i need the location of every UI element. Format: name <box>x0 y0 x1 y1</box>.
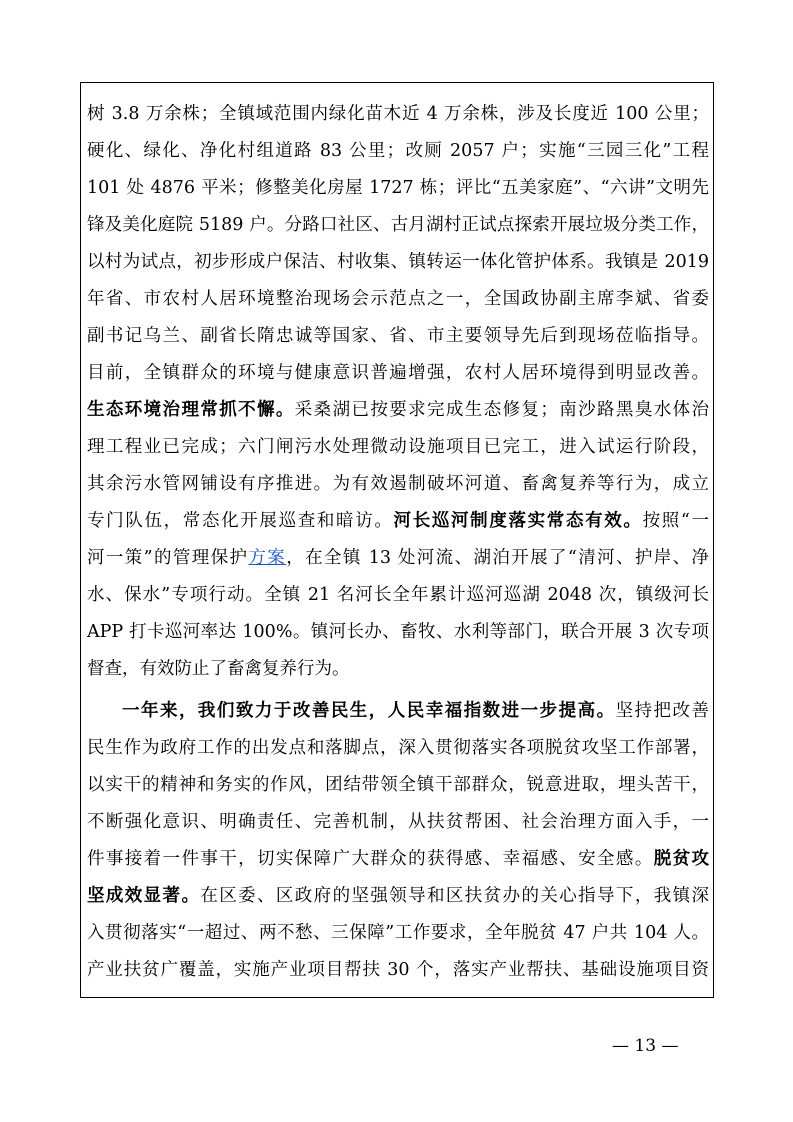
text-line: 水、保水”专项行动。全镇 21 名河长全年累计巡河巡湖 2048 次，镇级河长 <box>87 585 709 605</box>
text-line: 理工程业已完成；六门闸污水处理微动设施项目已完工，进入试运行阶段， <box>87 437 709 457</box>
text-line: 入贯彻落实“一超过、两不愁、三保障”工作要求，全年脱贫 47 户共 104 人。 <box>87 923 709 943</box>
text-line: 硬化、绿化、净化村组道路 83 公里；改厕 2057 户；实施“三园三化”工程 <box>87 141 709 161</box>
text-line: 专门队伍，常态化开展巡查和暗访。河长巡河制度落实常态有效。按照“一 <box>87 511 709 531</box>
text-line: 坚成效显著。在区委、区政府的坚强领导和区扶贫办的关心指导下，我镇深 <box>87 886 709 906</box>
text-line: 河一策”的管理保护方案，在全镇 13 处河流、湖泊开展了“清河、护岸、净 <box>87 548 709 568</box>
page-number: — 13 — <box>612 1036 679 1056</box>
text-line: 副书记乌兰、副省长隋忠诚等国家、省、市主要领导先后到现场莅临指导。 <box>87 326 709 346</box>
text-line: 以村为试点，初步形成户保洁、村收集、镇转运一体化管护体系。我镇是 2019 <box>87 252 709 272</box>
bold-heading: 河长巡河制度落实常态有效。 <box>393 511 643 531</box>
plan-link[interactable]: 方案 <box>248 548 287 568</box>
text-line: 其余污水管网铺设有序推进。为有效遏制破坏河道、畜禽复养等行为，成立 <box>87 474 709 494</box>
text-line: 目前，全镇群众的环境与健康意识普遍增强，农村人居环境得到明显改善。 <box>87 363 709 383</box>
bold-heading: 脱贫攻 <box>653 849 709 869</box>
text-line: 101 处 4876 平米；修整美化房屋 1727 栋；评比“五美家庭”、“六讲”文明先 <box>87 178 709 198</box>
text-line: 民生作为政府工作的出发点和落脚点，深入贯彻落实各项脱贫攻坚工作部署， <box>87 738 709 758</box>
bold-heading: 坚成效显著。 <box>87 886 201 906</box>
text-line: 件事接着一件事干，切实保障广大群众的获得感、幸福感、安全感。脱贫攻 <box>87 849 709 869</box>
text-line: 树 3.8 万余株；全镇域范围内绿化苗木近 4 万余株，涉及长度近 100 公里； <box>87 104 709 124</box>
document-body <box>87 96 709 989</box>
text-line: 年省、市农村人居环境整治现场会示范点之一，全国政协副主席李斌、省委 <box>87 289 709 309</box>
text-line: 产业扶贫广覆盖，实施产业项目帮扶 30 个，落实产业帮扶、基础设施项目资 <box>87 960 709 980</box>
text-line: 生态环境治理常抓不懈。采桑湖已按要求完成生态修复；南沙路黑臭水体治 <box>87 400 709 420</box>
bold-heading: 一年来，我们致力于改善民生，人民幸福指数进一步提高。 <box>122 701 616 721</box>
bold-heading: 生态环境治理常抓不懈。 <box>87 400 295 420</box>
text-line: APP 打卡巡河率达 100%。镇河长办、畜牧、水利等部门，联合开展 3 次专项 <box>87 622 709 642</box>
text-line: 不断强化意识、明确责任、完善机制，从扶贫帮困、社会治理方面入手，一 <box>87 812 709 832</box>
text-line: 以实干的精神和务实的作风，团结带领全镇干部群众，锐意进取，埋头苦干， <box>87 775 709 795</box>
text-line: 督查，有效防止了畜禽复养行为。 <box>87 659 350 679</box>
text-line: 锋及美化庭院 5189 户。分路口社区、古月湖村正试点探索开展垃圾分类工作， <box>87 215 709 235</box>
text-line: 一年来，我们致力于改善民生，人民幸福指数进一步提高。坚持把改善 <box>122 701 709 721</box>
